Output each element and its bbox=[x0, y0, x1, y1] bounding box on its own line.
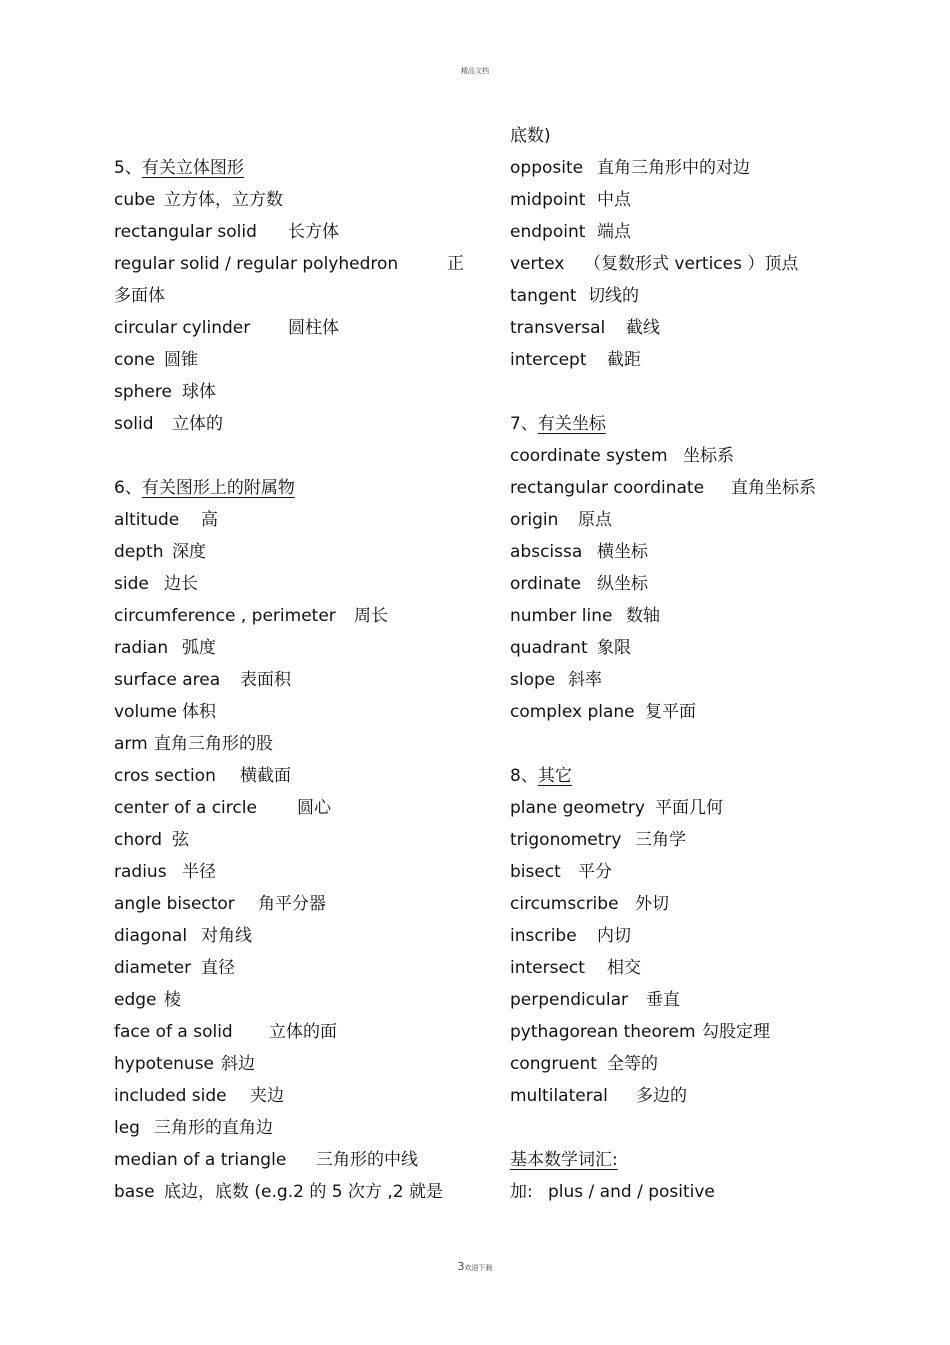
english-term: altitude bbox=[114, 510, 180, 530]
english-term: solid bbox=[114, 414, 154, 434]
english-term: endpoint bbox=[510, 222, 586, 242]
english-term: angle bisector bbox=[114, 894, 235, 914]
vocab-entry bbox=[510, 568, 840, 600]
english-term: rectangular coordinate bbox=[510, 478, 705, 498]
english-term: regular solid / regular polyhedron bbox=[114, 254, 399, 274]
spacer bbox=[510, 728, 840, 760]
english-term: arm bbox=[114, 734, 148, 754]
chinese-term: 立方体，立方数 bbox=[164, 190, 283, 210]
chinese-term: 直角坐标系 bbox=[731, 478, 816, 498]
vocab-entry bbox=[510, 696, 840, 728]
english-term: cone bbox=[114, 350, 155, 370]
english-term: radian bbox=[114, 638, 169, 658]
section-title bbox=[510, 408, 840, 440]
chinese-term: 内切 bbox=[597, 926, 631, 946]
chinese-term: 周长 bbox=[354, 606, 388, 626]
english-term: median of a triangle bbox=[114, 1150, 287, 1170]
chinese-term: 圆心 bbox=[297, 798, 331, 818]
vocab-entry bbox=[114, 184, 474, 216]
vocab-entry bbox=[114, 760, 474, 792]
vocab-entry bbox=[510, 824, 840, 856]
section-number: 8、 bbox=[510, 766, 538, 786]
continuation-text: 底数) bbox=[510, 126, 551, 146]
english-term: transversal bbox=[510, 318, 606, 338]
vocab-entry bbox=[114, 1176, 474, 1208]
chinese-term: 直角三角形的股 bbox=[154, 734, 273, 754]
english-term: diameter bbox=[114, 958, 192, 978]
chinese-term: 棱 bbox=[164, 990, 181, 1010]
vocab-entry bbox=[510, 536, 840, 568]
chinese-term: 象限 bbox=[597, 638, 631, 658]
vocab-entry bbox=[114, 792, 474, 824]
vocab-entry bbox=[114, 600, 474, 632]
english-term: diagonal bbox=[114, 926, 188, 946]
chinese-term: 表面积 bbox=[240, 670, 291, 690]
chinese-term: 截线 bbox=[626, 318, 660, 338]
section-heading: 有关坐标 bbox=[537, 414, 606, 434]
vocab-entry bbox=[510, 152, 840, 184]
chinese-term: 复平面 bbox=[645, 702, 696, 722]
english-term: perpendicular bbox=[510, 990, 629, 1010]
right-column bbox=[510, 120, 840, 1208]
chinese-term: 端点 bbox=[597, 222, 631, 242]
chinese-term: 边长 bbox=[164, 574, 198, 594]
english-term: coordinate system bbox=[510, 446, 668, 466]
chinese-term: 弧度 bbox=[182, 638, 216, 658]
vocab-entry bbox=[510, 1176, 840, 1208]
section-heading: 有关图形上的附属物 bbox=[141, 478, 295, 498]
vocab-entry bbox=[114, 920, 474, 952]
english-term: edge bbox=[114, 990, 157, 1010]
english-term: face of a solid bbox=[114, 1022, 233, 1042]
chinese-term: 底边，底数 (e.g.2 的 5 次方 ,2 就是 bbox=[164, 1182, 443, 1202]
english-term: depth bbox=[114, 542, 164, 562]
chinese-term: 切线的 bbox=[588, 286, 639, 306]
vocab-entry bbox=[114, 1112, 474, 1144]
vocab-entry bbox=[114, 344, 474, 376]
vocab-entry bbox=[114, 856, 474, 888]
english-term: tangent bbox=[510, 286, 577, 306]
chinese-term: 球体 bbox=[182, 382, 216, 402]
vocab-entry bbox=[510, 184, 840, 216]
english-term: rectangular solid bbox=[114, 222, 257, 242]
section-number: 5、 bbox=[114, 158, 142, 178]
chinese-term: 深度 bbox=[172, 542, 206, 562]
vocab-entry bbox=[114, 504, 474, 536]
vocab-entry bbox=[510, 504, 840, 536]
english-term: pythagorean theorem bbox=[510, 1022, 696, 1042]
section-heading: 基本数学词汇: bbox=[510, 1150, 618, 1170]
section-heading: 其它 bbox=[537, 766, 572, 786]
page-footer bbox=[0, 1260, 950, 1273]
vocab-entry bbox=[114, 1048, 474, 1080]
section-title bbox=[510, 1144, 840, 1176]
section-title bbox=[114, 152, 474, 184]
section-title bbox=[510, 760, 840, 792]
chinese-term: 对角线 bbox=[201, 926, 252, 946]
vocab-entry bbox=[114, 696, 474, 728]
left-column bbox=[114, 120, 474, 1208]
chinese-term: 全等的 bbox=[607, 1054, 658, 1074]
vocab-entry bbox=[510, 248, 840, 280]
chinese-term: 弦 bbox=[172, 830, 189, 850]
chinese-term: 高 bbox=[201, 510, 218, 530]
section-heading: 有关立体图形 bbox=[141, 158, 244, 178]
chinese-term: plus / and / positive bbox=[548, 1182, 715, 1202]
english-term: midpoint bbox=[510, 190, 586, 210]
chinese-term: 坐标系 bbox=[683, 446, 734, 466]
english-term: side bbox=[114, 574, 149, 594]
vocab-entry bbox=[114, 408, 474, 440]
chinese-term: 横坐标 bbox=[597, 542, 648, 562]
vocab-entry bbox=[510, 216, 840, 248]
chinese-term: 平分 bbox=[578, 862, 612, 882]
vocab-entry bbox=[510, 1048, 840, 1080]
chinese-term: 长方体 bbox=[288, 222, 339, 242]
vocab-entry bbox=[114, 1016, 474, 1048]
vocab-entry bbox=[510, 344, 840, 376]
english-term: leg bbox=[114, 1118, 140, 1138]
vocab-entry bbox=[114, 952, 474, 984]
chinese-term: 截距 bbox=[607, 350, 641, 370]
english-term: plane geometry bbox=[510, 798, 645, 818]
chinese-term: 体积 bbox=[182, 702, 216, 722]
vocab-entry bbox=[510, 440, 840, 472]
english-term: cube bbox=[114, 190, 156, 210]
chinese-term: 三角形的直角边 bbox=[154, 1118, 273, 1138]
vocab-entry bbox=[510, 952, 840, 984]
continuation-text: 多面体 bbox=[114, 286, 165, 306]
vocab-entry bbox=[114, 216, 474, 248]
chinese-term: 三角学 bbox=[635, 830, 686, 850]
chinese-term: 原点 bbox=[578, 510, 612, 530]
spacer bbox=[510, 376, 840, 408]
english-term: radius bbox=[114, 862, 167, 882]
vocab-entry bbox=[114, 248, 474, 280]
chinese-term: 斜边 bbox=[221, 1054, 255, 1074]
vocab-entry bbox=[510, 600, 840, 632]
vocab-entry bbox=[510, 312, 840, 344]
vocab-entry bbox=[510, 1080, 840, 1112]
english-term: bisect bbox=[510, 862, 561, 882]
english-term: abscissa bbox=[510, 542, 583, 562]
chinese-term: 横截面 bbox=[240, 766, 291, 786]
english-term: trigonometry bbox=[510, 830, 622, 850]
vocab-entry bbox=[114, 536, 474, 568]
vocab-entry bbox=[114, 664, 474, 696]
page-number: 3 bbox=[457, 1260, 465, 1273]
english-term: congruent bbox=[510, 1054, 597, 1074]
vocab-entry bbox=[114, 312, 474, 344]
english-term: hypotenuse bbox=[114, 1054, 215, 1074]
spacer bbox=[114, 120, 474, 152]
vocab-entry bbox=[510, 1016, 840, 1048]
vocab-entry bbox=[510, 888, 840, 920]
english-term: base bbox=[114, 1182, 155, 1202]
chinese-term: 勾股定理 bbox=[702, 1022, 770, 1042]
chinese-term: 立体的 bbox=[172, 414, 223, 434]
chinese-term: 圆锥 bbox=[164, 350, 198, 370]
english-term: 加: bbox=[510, 1182, 533, 1202]
english-term: intersect bbox=[510, 958, 585, 978]
english-term: number line bbox=[510, 606, 613, 626]
vocab-entry bbox=[114, 984, 474, 1016]
page-header: 精品文档 bbox=[461, 67, 489, 75]
vocab-entry bbox=[114, 1080, 474, 1112]
chinese-term: 三角形的中线 bbox=[316, 1150, 418, 1170]
english-term: surface area bbox=[114, 670, 221, 690]
chinese-term: 直角三角形中的对边 bbox=[597, 158, 750, 178]
chinese-term: 圆柱体 bbox=[288, 318, 339, 338]
english-term: quadrant bbox=[510, 638, 588, 658]
english-term: slope bbox=[510, 670, 556, 690]
footer-text: 欢迎下载 bbox=[464, 1264, 493, 1272]
chinese-term: 多边的 bbox=[636, 1086, 687, 1106]
english-term: circumference , perimeter bbox=[114, 606, 336, 626]
english-term: cros section bbox=[114, 766, 216, 786]
vocab-entry bbox=[510, 664, 840, 696]
chinese-term: 数轴 bbox=[626, 606, 660, 626]
chinese-term: 夹边 bbox=[250, 1086, 284, 1106]
vocab-entry bbox=[510, 856, 840, 888]
english-term: volume bbox=[114, 702, 177, 722]
chinese-term: 纵坐标 bbox=[597, 574, 648, 594]
english-term: included side bbox=[114, 1086, 227, 1106]
vocab-entry bbox=[114, 728, 474, 760]
vocab-entry bbox=[510, 984, 840, 1016]
vocab-entry bbox=[510, 472, 840, 504]
spacer bbox=[510, 1112, 840, 1144]
chinese-term: 正 bbox=[447, 254, 464, 274]
vocab-entry bbox=[114, 568, 474, 600]
chinese-term: 中点 bbox=[597, 190, 631, 210]
english-term: ordinate bbox=[510, 574, 581, 594]
vocab-entry bbox=[510, 920, 840, 952]
english-term: vertex bbox=[510, 254, 565, 274]
english-term: chord bbox=[114, 830, 163, 850]
chinese-term: 外切 bbox=[635, 894, 669, 914]
chinese-term: （复数形式 vertices ）顶点 bbox=[584, 254, 799, 274]
chinese-term: 立体的面 bbox=[269, 1022, 337, 1042]
chinese-term: 角平分器 bbox=[258, 894, 326, 914]
vocab-entry bbox=[510, 792, 840, 824]
chinese-term: 垂直 bbox=[646, 990, 680, 1010]
english-term: inscribe bbox=[510, 926, 577, 946]
english-term: opposite bbox=[510, 158, 584, 178]
vocab-entry bbox=[114, 888, 474, 920]
section-number: 6、 bbox=[114, 478, 142, 498]
vocab-entry bbox=[510, 280, 840, 312]
english-term: circumscribe bbox=[510, 894, 619, 914]
chinese-term: 斜率 bbox=[568, 670, 602, 690]
chinese-term: 平面几何 bbox=[655, 798, 723, 818]
section-title bbox=[114, 472, 474, 504]
vocab-entry bbox=[114, 376, 474, 408]
english-term: origin bbox=[510, 510, 559, 530]
english-term: sphere bbox=[114, 382, 172, 402]
english-term: center of a circle bbox=[114, 798, 257, 818]
english-term: complex plane bbox=[510, 702, 635, 722]
vocab-entry bbox=[114, 824, 474, 856]
english-term: intercept bbox=[510, 350, 587, 370]
chinese-term: 相交 bbox=[607, 958, 641, 978]
vocab-entry bbox=[510, 632, 840, 664]
english-term: circular cylinder bbox=[114, 318, 251, 338]
chinese-term: 直径 bbox=[201, 958, 235, 978]
vocab-entry bbox=[114, 1144, 474, 1176]
vocab-entry bbox=[114, 632, 474, 664]
chinese-term: 半径 bbox=[182, 862, 216, 882]
section-number: 7、 bbox=[510, 414, 538, 434]
english-term: multilateral bbox=[510, 1086, 608, 1106]
spacer bbox=[114, 440, 474, 472]
